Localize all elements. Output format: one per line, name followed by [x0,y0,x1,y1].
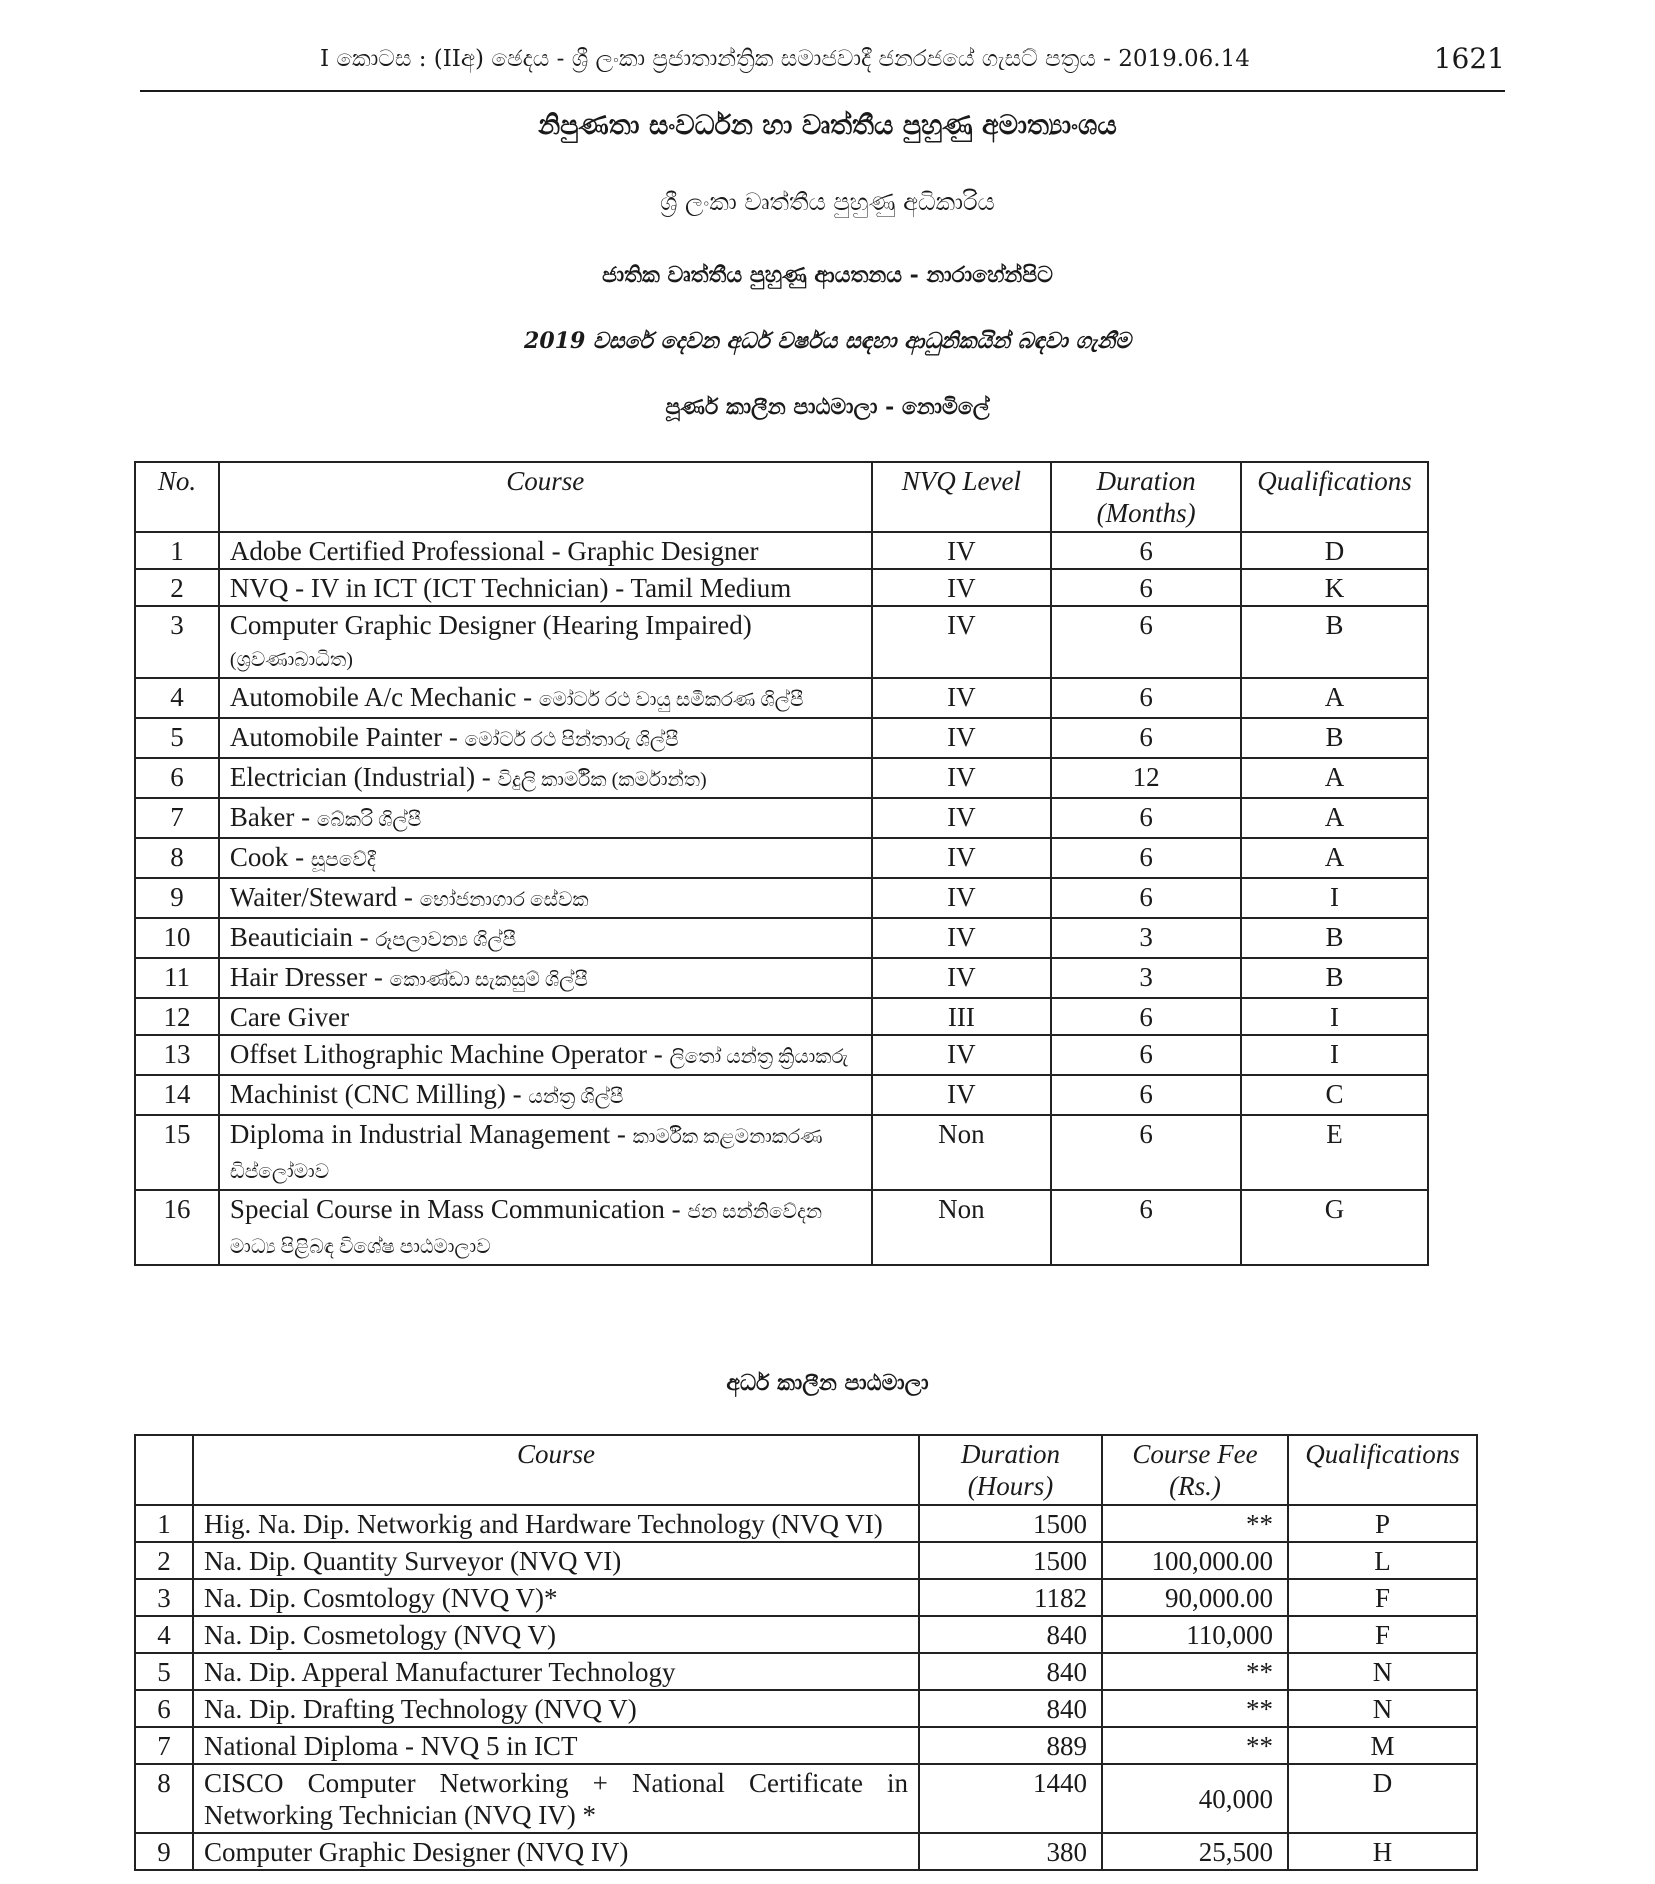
course-cell [219,838,872,878]
table-row [135,606,1428,678]
qualification-code: M [1288,1727,1477,1764]
table-header-row [135,462,1428,532]
course-cell: CISCO Computer Networking + National Certificate in Networking Technician (NVQ IV) * [193,1764,919,1833]
row-number: 1 [135,532,219,569]
qualification-code: P [1288,1505,1477,1542]
institute-title: ජාතික වෘත්තීය පුහුණු ආයතනය - නාරාහේන්පිට [602,262,1053,288]
course-fee: ** [1102,1727,1288,1764]
course-name-en: Diploma in Industrial Management - [229,1119,626,1149]
nvq-level: Non [872,1190,1052,1265]
row-number: 5 [135,718,219,758]
nvq-level: IV [872,918,1052,958]
qualification-code: N [1288,1653,1477,1690]
duration-months: 3 [1051,918,1241,958]
duration-hours: 1440 [919,1764,1102,1833]
course-name-en: Machinist (CNC Milling) - [229,1079,522,1109]
course-name-en: Computer Graphic Designer (Hearing Impaired) [229,610,752,640]
row-number: 12 [135,998,219,1035]
course-name-en: Hair Dresser - [229,962,383,992]
course-cell [219,958,872,998]
course-name-si: රූපලාවන්‍ය ශිල්පී [375,929,517,951]
table-row [135,1035,1428,1075]
ministry-title: නිපුණතා සංවර්ධන හා වෘත්තීය පුහුණු අමාත්‍යාංශය [538,110,1117,141]
course-cell: Na. Dip. Quantity Surveyor (NVQ VI) [193,1542,919,1579]
course-fee: ** [1102,1653,1288,1690]
qualification-code: B [1241,718,1428,758]
header-no [135,1435,193,1505]
row-number: 2 [135,1542,193,1579]
course-cell: Na. Dip. Apperal Manufacturer Technology [193,1653,919,1690]
course-name-si: භෝජනාගාර සේවක [419,889,589,911]
course-cell: National Diploma - NVQ 5 in ICT [193,1727,919,1764]
row-number: 11 [135,958,219,998]
qualification-code: D [1241,532,1428,569]
course-cell [219,1035,872,1075]
nvq-level: IV [872,532,1052,569]
row-number: 6 [135,1690,193,1727]
table-row [135,798,1428,838]
qualification-code: C [1241,1075,1428,1115]
qualification-code: L [1288,1542,1477,1579]
table-row [135,1190,1428,1265]
course-cell [219,678,872,718]
duration-months: 6 [1051,532,1241,569]
table-row [135,838,1428,878]
course-name-en: Waiter/Steward - [229,882,413,912]
row-number: 3 [135,606,219,678]
duration-months: 6 [1051,606,1241,678]
qualification-code: K [1241,569,1428,606]
course-name-en: Electrician (Industrial) - [229,762,491,792]
row-number: 6 [135,758,219,798]
course-cell [219,718,872,758]
table-row [135,1115,1428,1190]
row-number: 9 [135,878,219,918]
duration-months: 6 [1051,718,1241,758]
course-name-en: Special Course in Mass Communication - [229,1194,681,1224]
qualification-code: H [1288,1833,1477,1870]
course-cell [219,798,872,838]
table-row [135,1616,1477,1653]
table-header-row [135,1435,1477,1505]
nvq-level: Non [872,1115,1052,1190]
header-text: I කොටස : (IIඅ) ඡෙදය - ශ්‍රී ලංකා ප්‍රජාතාන්ත්‍රික සමාජවාදී ජනරජයේ ගැසට් පත්‍රය - 2019.06.14 [320,46,1250,72]
row-number: 8 [135,838,219,878]
header-qualifications: Qualifications [1288,1435,1477,1505]
header-no: No. [135,462,219,532]
course-name-si: මෝටර් රථ පින්තාරු ශිල්පී [464,729,679,751]
nvq-level: IV [872,606,1052,678]
table-row [135,1833,1477,1870]
course-name-en: Offset Lithographic Machine Operator - [229,1039,663,1069]
row-number: 4 [135,678,219,718]
row-number: 1 [135,1505,193,1542]
row-number: 2 [135,569,219,606]
authority-title: ශ්‍රී ලංකා වෘත්තීය පුහුණු අධිකාරිය [660,188,995,216]
qualification-code: A [1241,798,1428,838]
nvq-level: IV [872,798,1052,838]
row-number: 10 [135,918,219,958]
course-name-en: Baker - [229,802,311,832]
row-number: 15 [135,1115,219,1190]
table-row [135,1653,1477,1690]
qualification-code: E [1241,1115,1428,1190]
duration-months: 6 [1051,1190,1241,1265]
qualification-code: I [1241,878,1428,918]
course-cell [219,758,872,798]
course-name-si: ලිතෝ යන්ත්‍ර ක්‍රියාකරු [669,1046,849,1068]
course-cell [219,1115,872,1190]
qualification-code: I [1241,998,1428,1035]
qualification-code: B [1241,918,1428,958]
row-number: 7 [135,798,219,838]
qualification-code: F [1288,1579,1477,1616]
duration-months: 6 [1051,1075,1241,1115]
course-name-si: කාර්මික කළමනාකරණ ඩිප්ලෝමාව [229,1126,823,1183]
duration-months: 3 [1051,958,1241,998]
header-course: Course [193,1435,919,1505]
table-row [135,1075,1428,1115]
row-number: 4 [135,1616,193,1653]
course-cell: Hig. Na. Dip. Networkig and Hardware Technology (NVQ VI) [193,1505,919,1542]
course-name-en: NVQ - IV in ICT (ICT Technician) - Tamil Medium [229,573,792,603]
row-number: 3 [135,1579,193,1616]
row-number: 9 [135,1833,193,1870]
nvq-level: IV [872,958,1052,998]
duration-hours: 1500 [919,1542,1102,1579]
row-number: 13 [135,1035,219,1075]
qualification-code: G [1241,1190,1428,1265]
full-time-courses-table [134,461,1429,1266]
table-row [135,918,1428,958]
course-cell [219,606,872,678]
row-number: 5 [135,1653,193,1690]
duration-hours: 840 [919,1616,1102,1653]
table-row [135,1690,1477,1727]
full-time-heading: පූර්ණ කාලීන පාඨමාලා - නොමිලේ [665,394,990,420]
qualification-code: I [1241,1035,1428,1075]
table-row [135,1505,1477,1542]
course-name-en: Automobile Painter - [229,722,458,752]
row-number: 7 [135,1727,193,1764]
gazette-header [140,36,1505,92]
header-course: Course [219,462,872,532]
duration-hours: 889 [919,1727,1102,1764]
recruitment-title: 2019 වසරේ දෙවන අර්ධ වර්ෂය සඳහා ආධුනිකයින් බඳවා ගැනීම [524,328,1131,354]
duration-months: 6 [1051,838,1241,878]
course-cell [219,569,872,606]
duration-months: 6 [1051,1115,1241,1190]
duration-months: 6 [1051,1035,1241,1075]
nvq-level: IV [872,838,1052,878]
part-time-courses-table [134,1434,1478,1871]
row-number: 8 [135,1764,193,1833]
table-row [135,678,1428,718]
nvq-level: IV [872,758,1052,798]
course-name-si: (ශ්‍රවණාබාධිත) [229,649,353,671]
nvq-level: IV [872,1075,1052,1115]
table-row [135,958,1428,998]
duration-months: 6 [1051,998,1241,1035]
table-row [135,998,1428,1035]
course-fee: ** [1102,1505,1288,1542]
course-cell: Na. Dip. Cosmetology (NVQ V) [193,1616,919,1653]
course-name-si: මෝටර් රථ වායු සමීකරණ ශිල්පී [538,689,804,711]
course-name-si: යන්ත්‍ර ශිල්පී [528,1086,624,1108]
duration-months: 12 [1051,758,1241,798]
course-name-en: Automobile A/c Mechanic - [229,682,533,712]
course-cell [219,532,872,569]
course-name-si: ජන සන්නිවේදන මාධ්‍ය පිළිබඳ විශේෂ පාඨමාලාව [229,1201,823,1258]
qualification-code: B [1241,606,1428,678]
course-cell [219,918,872,958]
course-fee: 40,000 [1102,1764,1288,1833]
course-name-si: කොණ්ඩා සැකසුම් ශිල්පී [389,969,588,991]
course-fee: 110,000 [1102,1616,1288,1653]
course-fee: ** [1102,1690,1288,1727]
duration-months: 6 [1051,878,1241,918]
row-number: 14 [135,1075,219,1115]
qualification-code: N [1288,1690,1477,1727]
nvq-level: III [872,998,1052,1035]
course-cell: Na. Dip. Drafting Technology (NVQ V) [193,1690,919,1727]
duration-hours: 1182 [919,1579,1102,1616]
header-qualifications: Qualifications [1241,462,1428,532]
course-fee: 90,000.00 [1102,1579,1288,1616]
duration-hours: 1500 [919,1505,1102,1542]
nvq-level: IV [872,678,1052,718]
course-cell [219,1190,872,1265]
table-row [135,569,1428,606]
header-course-fee: Course Fee (Rs.) [1102,1435,1288,1505]
duration-hours: 840 [919,1653,1102,1690]
table-row [135,1727,1477,1764]
header-nvq-level: NVQ Level [872,462,1052,532]
table-row [135,532,1428,569]
qualification-code: A [1241,838,1428,878]
table-row [135,758,1428,798]
course-cell: Computer Graphic Designer (NVQ IV) [193,1833,919,1870]
course-cell [219,998,872,1035]
course-name-en: Care Giver [229,1002,350,1032]
course-cell [219,878,872,918]
qualification-code: A [1241,758,1428,798]
table-row [135,1579,1477,1616]
course-name-en: Cook - [229,842,305,872]
nvq-level: IV [872,1035,1052,1075]
course-name-en: Beauticiain - [229,922,369,952]
duration-hours: 840 [919,1690,1102,1727]
course-name-si: විදුලි කාර්මික (කර්මාන්ත) [497,769,707,791]
table-row [135,1764,1477,1833]
page-number: 1621 [1433,42,1505,75]
table-row [135,1542,1477,1579]
duration-hours: 380 [919,1833,1102,1870]
course-name-si: බේකරි ශිල්පී [316,809,422,831]
table-row [135,878,1428,918]
header-duration: Duration (Hours) [919,1435,1102,1505]
qualification-code: A [1241,678,1428,718]
course-name-en: Adobe Certified Professional - Graphic Designer [229,536,759,566]
course-fee: 100,000.00 [1102,1542,1288,1579]
course-name-si: සූපවේදී [310,849,376,871]
course-cell [219,1075,872,1115]
qualification-code: F [1288,1616,1477,1653]
table-row [135,718,1428,758]
header-duration: Duration (Months) [1051,462,1241,532]
duration-months: 6 [1051,569,1241,606]
part-time-heading: අර්ධ කාලීන පාඨමාලා [726,1370,929,1396]
duration-months: 6 [1051,678,1241,718]
nvq-level: IV [872,569,1052,606]
course-fee: 25,500 [1102,1833,1288,1870]
nvq-level: IV [872,718,1052,758]
nvq-level: IV [872,878,1052,918]
qualification-code: D [1288,1764,1477,1833]
course-cell: Na. Dip. Cosmtology (NVQ V)* [193,1579,919,1616]
row-number: 16 [135,1190,219,1265]
duration-months: 6 [1051,798,1241,838]
qualification-code: B [1241,958,1428,998]
